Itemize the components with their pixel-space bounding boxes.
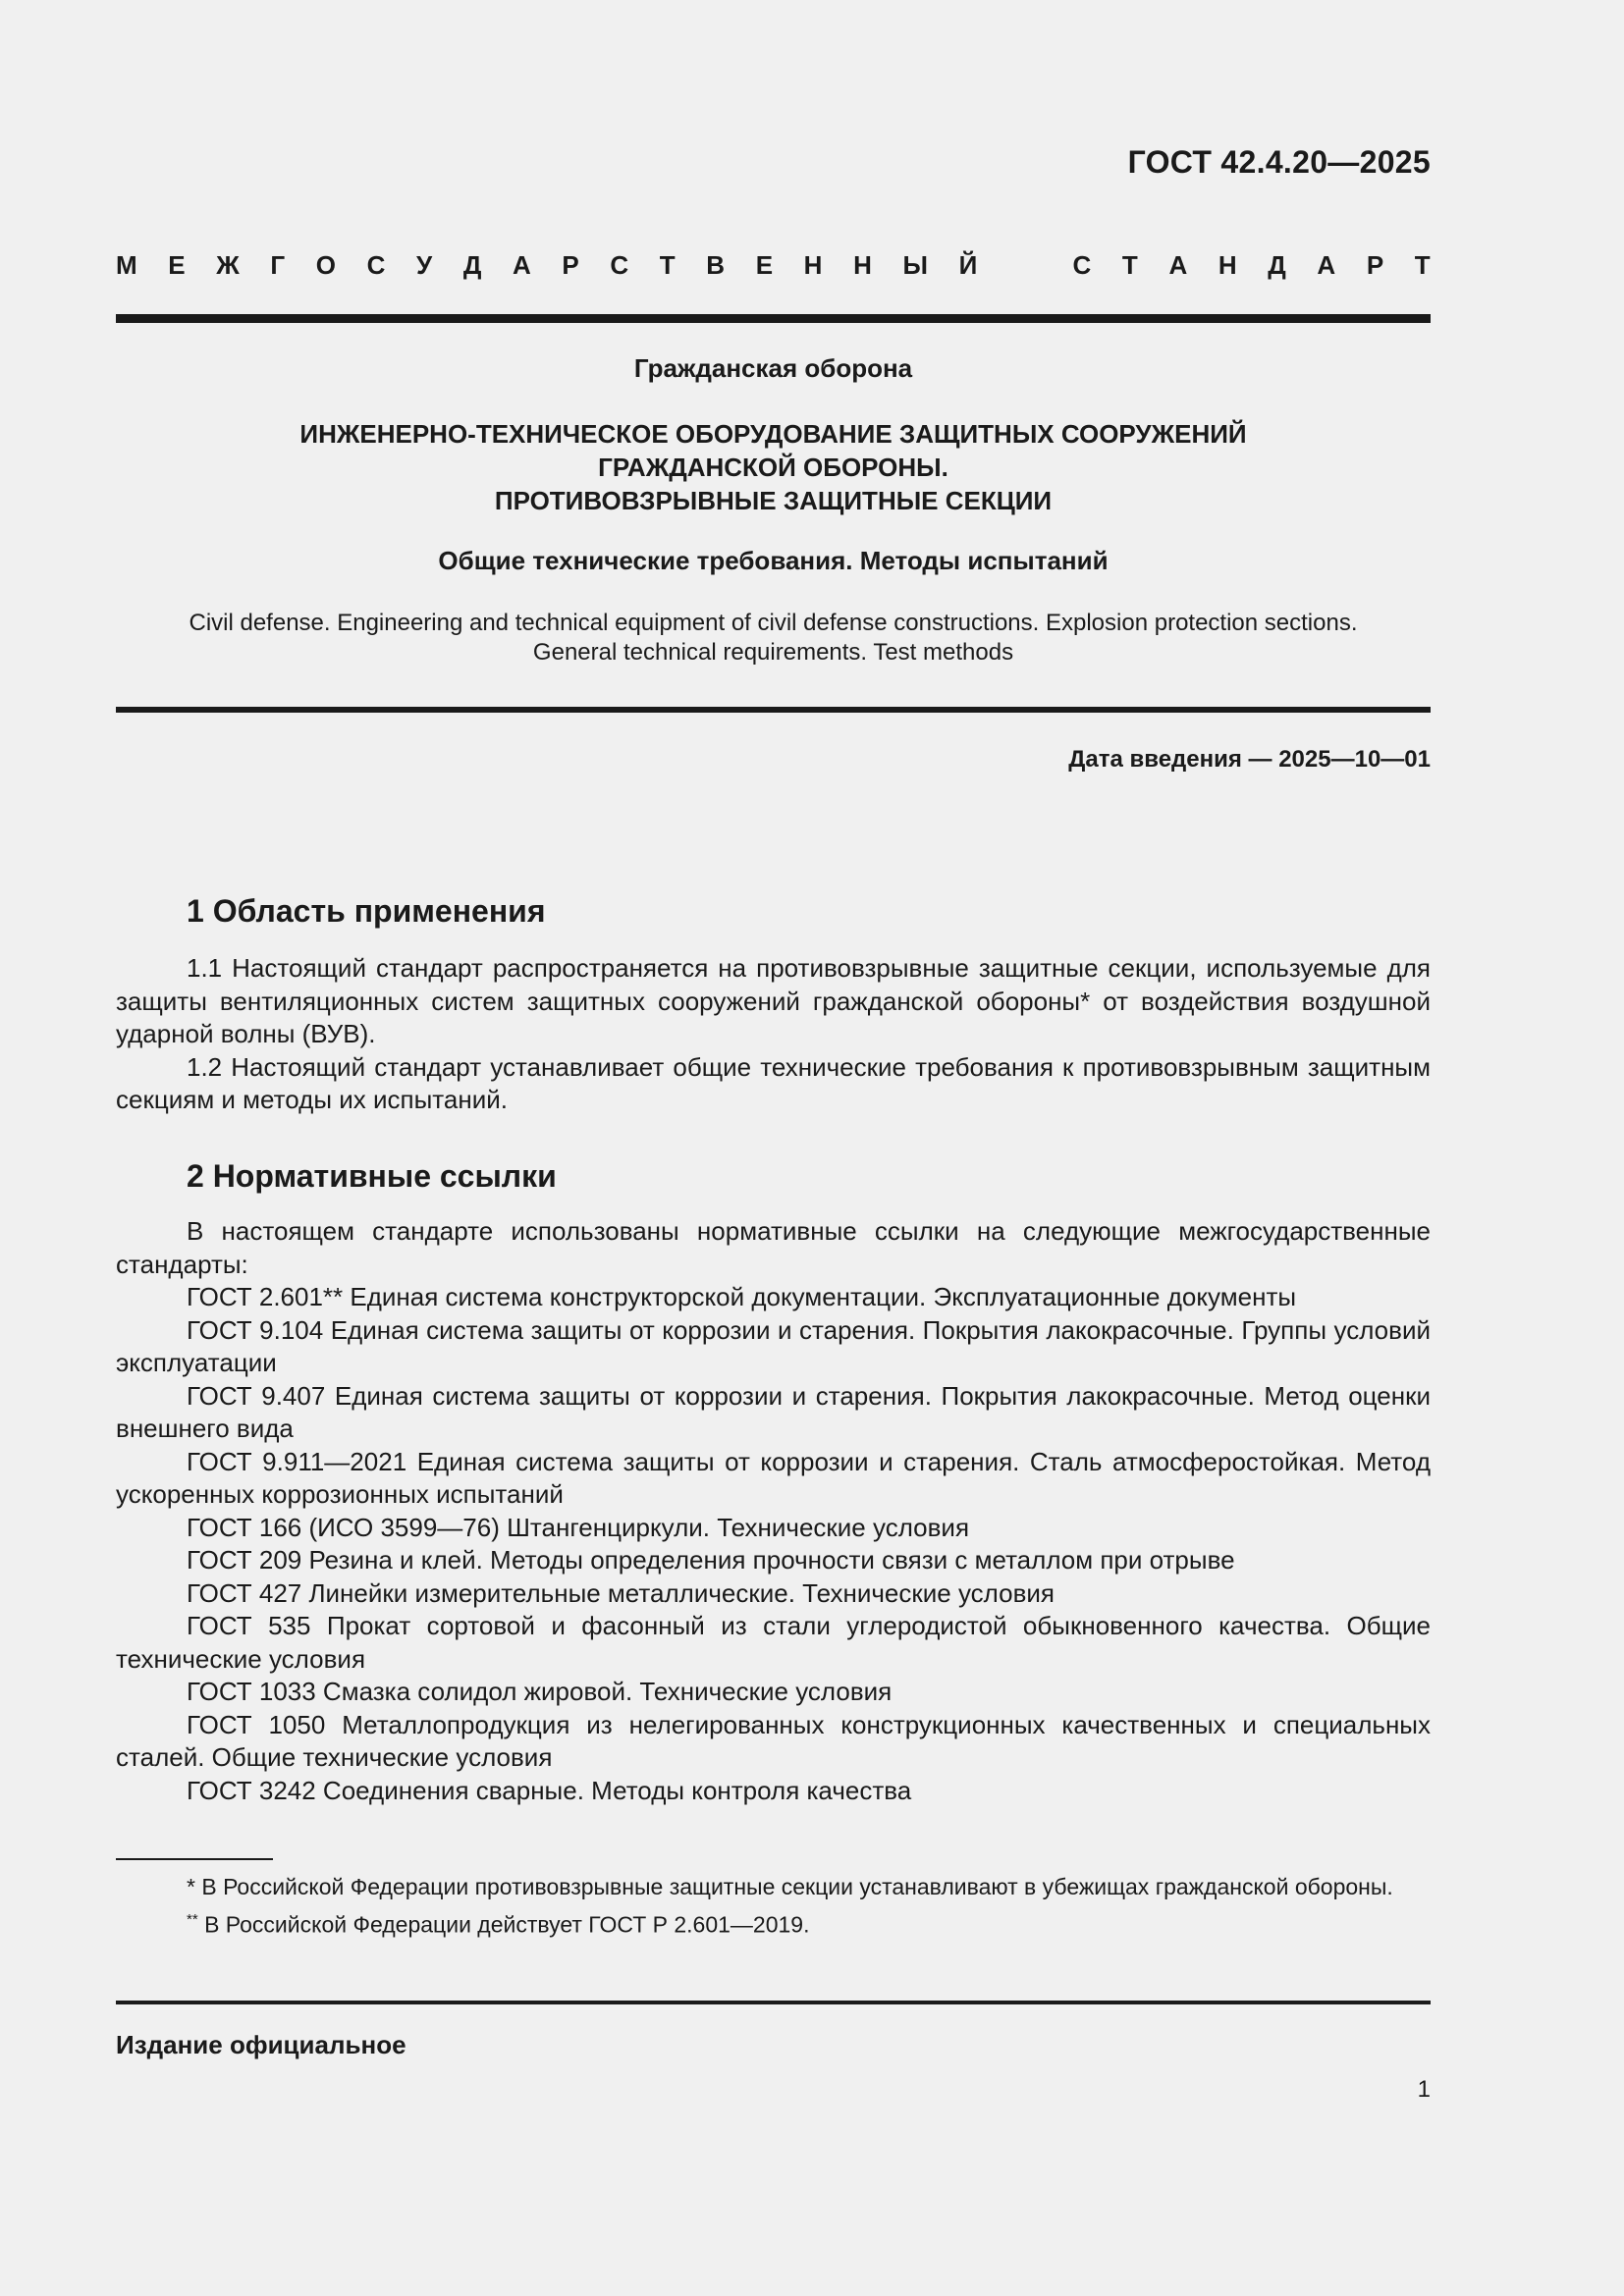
section-scope-body (116, 952, 1431, 1117)
banner-letter: А (1317, 250, 1336, 280)
paragraph: В настоящем стандарте использованы нормативные ссылки на следующие межгосударственные стандарты: (116, 1216, 1431, 1279)
reference-item: ГОСТ 2.601** Единая система конструкторской документации. Эксплуатационные документы (187, 1282, 1297, 1311)
reference-item: ГОСТ 9.911—2021 Единая система защиты от коррозии и старения. Сталь атмосферостойкая. Метод ускоренных коррозионных испытаний (116, 1446, 1431, 1509)
banner-letter: Р (562, 250, 579, 280)
document-code: ГОСТ 42.4.20—2025 (1127, 144, 1431, 180)
standard-subtitle: Общие технические требования. Методы испытаний (438, 546, 1109, 575)
banner-letter: Т (659, 250, 676, 280)
banner-letter: Н (803, 250, 823, 280)
banner-letter: М (116, 250, 137, 280)
paragraph: 1.2 Настоящий стандарт устанавливает общие технические требования к противовзрывным защитным секциям и методы их испытаний. (116, 1051, 1431, 1114)
interstate-standard-banner (116, 250, 1431, 281)
page-number: 1 (1417, 2076, 1431, 2103)
banner-letter: В (706, 250, 726, 280)
banner-word-gap (1008, 250, 1042, 281)
section-references-body (116, 1215, 1431, 1807)
banner-letter: Н (1218, 250, 1237, 280)
footnotes (116, 1873, 1431, 1944)
banner-letter: А (513, 250, 531, 280)
banner-letter: Д (1268, 250, 1286, 280)
reference-item: ГОСТ 9.407 Единая система защиты от коррозии и старения. Покрытия лакокрасочные. Метод оценки внешнего вида (116, 1380, 1431, 1443)
english-title-line: Civil defense. Engineering and technical equipment of civil defense constructions. Explosion protection sections. (189, 610, 1358, 636)
title-line: ИНЖЕНЕРНО-ТЕХНИЧЕСКОЕ ОБОРУДОВАНИЕ ЗАЩИТНЫХ СООРУЖЕНИЙ (299, 419, 1247, 449)
title-line: ГРАЖДАНСКОЙ ОБОРОНЫ. (598, 453, 948, 482)
banner-letter: Т (1121, 250, 1138, 280)
footnote-1: * В Российской Федерации противовзрывные защитные секции устанавливают в убежищах гражданской обороны. (187, 1874, 1393, 1899)
reference-item: ГОСТ 3242 Соединения сварные. Методы контроля качества (187, 1775, 912, 1805)
banner-letter: С (1072, 250, 1092, 280)
title-divider (116, 707, 1431, 713)
reference-item: ГОСТ 209 Резина и клей. Методы определения прочности связи с металлом при отрыве (187, 1545, 1235, 1575)
reference-item: ГОСТ 9.104 Единая система защиты от коррозии и старения. Покрытия лакокрасочные. Группы условий эксплуатации (116, 1314, 1431, 1377)
footer-divider (116, 2001, 1431, 2004)
document-page (116, 0, 1431, 2296)
footnote-divider (116, 1858, 273, 1860)
footnote-2 (116, 1905, 1431, 1940)
english-title-line: General technical requirements. Test methods (532, 639, 1014, 666)
banner-letter: Р (1366, 250, 1384, 280)
banner-letter: Ж (216, 250, 240, 280)
banner-letter: Т (1414, 250, 1431, 280)
footnote-2-marker: ** (187, 1911, 198, 1928)
banner-letter: О (315, 250, 336, 280)
standard-topic: Гражданская оборона (633, 353, 913, 383)
reference-item: ГОСТ 1050 Металлопродукция из нелегированных конструкционных качественных и специальных сталей. Общие технические условия (116, 1709, 1431, 1772)
introduction-date: Дата введения — 2025—10—01 (1068, 746, 1431, 773)
banner-letter: С (366, 250, 386, 280)
standard-title (116, 417, 1431, 517)
reference-item: ГОСТ 1033 Смазка солидол жировой. Технические условия (187, 1677, 893, 1706)
reference-item: ГОСТ 427 Линейки измерительные металлические. Технические условия (187, 1577, 1055, 1608)
paragraph: 1.1 Настоящий стандарт распространяется на противовзрывные защитные секции, используемые для защиты вентиляционных систем защитных сооружений гражданской обороны* от воздействия воздушной ударной волны (ВУВ). (116, 953, 1431, 1048)
banner-letter: Н (853, 250, 872, 280)
banner-letter: Й (958, 250, 978, 280)
top-divider (116, 314, 1431, 323)
banner-letter: Г (270, 250, 286, 280)
banner-letter: Е (168, 250, 186, 280)
reference-item: ГОСТ 535 Прокат сортовой и фасонный из стали углеродистой обыкновенного качества. Общие технические условия (116, 1611, 1431, 1674)
banner-letter: Ы (902, 250, 928, 280)
banner-letter: Д (462, 250, 482, 280)
reference-item: ГОСТ 166 (ИСО 3599—76) Штангенциркули. Технические условия (187, 1512, 970, 1542)
official-edition-label: Издание официальное (116, 2030, 406, 2059)
title-line: ПРОТИВОВЗРЫВНЫЕ ЗАЩИТНЫЕ СЕКЦИИ (494, 486, 1053, 515)
section-heading-references: 2 Нормативные ссылки (187, 1158, 557, 1194)
banner-letter: У (416, 250, 433, 280)
english-title (116, 609, 1431, 667)
banner-letter: Е (755, 250, 774, 280)
banner-letter: А (1168, 250, 1188, 280)
section-heading-scope: 1 Область применения (187, 893, 546, 929)
banner-letter: С (610, 250, 629, 280)
footnote-2-text: В Российской Федерации действует ГОСТ Р 2.601—2019. (197, 1911, 810, 1938)
